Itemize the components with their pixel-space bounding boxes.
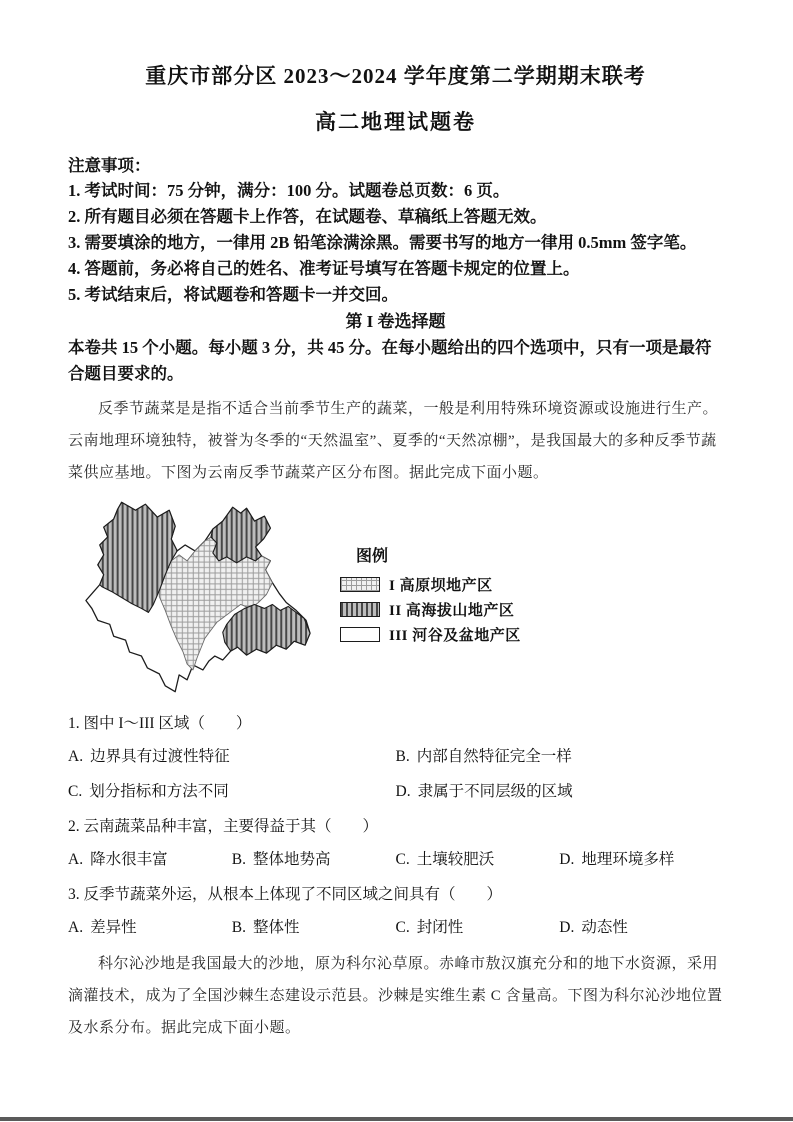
question-3-text: 反季节蔬菜外运，从根本上体现了不同区域之间具有（ ） [83, 886, 503, 903]
option-3C-text: 封闭性 [416, 919, 464, 936]
notice-heading: 注意事项： [68, 156, 151, 175]
option-2D-text: 地理环境多样 [581, 851, 675, 868]
reading-passage-2: 科尔沁沙地是我国最大的沙地，原为科尔沁草原。赤峰市敖汉旗充分和的地下水资源，采用滴灌技术，成为了全国沙棘生态建设示范县。沙棘是实维生素 C 含量高。下图为科尔沁沙地位置及水系分布。据此完成下面小题。 [68, 956, 723, 1036]
exam-title: 重庆市部分区 2023～2024 学年度第二学期期末联考 [145, 64, 646, 88]
option-1B [396, 745, 724, 769]
option-1D [396, 780, 724, 804]
legend-item-III [340, 624, 521, 645]
page-bottom-edge [0, 1117, 793, 1121]
option-3B-text: 整体性 [252, 919, 300, 936]
option-2B-text: 整体地势高 [252, 851, 331, 868]
notice-item-1: 1. 考试时间：75 分钟，满分：100 分。试题卷总页数：6 页。 [68, 181, 510, 200]
legend-item-I [340, 574, 521, 595]
option-2A-label: A. [68, 851, 84, 868]
option-2C [396, 848, 560, 872]
option-3D [559, 916, 723, 940]
vstripes-swatch-icon [340, 602, 380, 617]
section-intro: 本卷共 15 个小题。每小题 3 分，共 45 分。在每小题给出的四个选项中，只有一项是最符合题目要求的。 [68, 338, 712, 383]
option-3D-text: 动态性 [581, 919, 628, 936]
section-heading: 第 I 卷选择题 [345, 312, 446, 331]
legend-title: 图例 [356, 548, 389, 565]
legend-item-II [340, 599, 521, 620]
crosshatch-swatch-icon [340, 577, 380, 592]
option-1B-label: B. [395, 748, 410, 765]
option-3A [68, 916, 232, 940]
option-2B [232, 848, 396, 872]
option-3A-text: 差异性 [90, 919, 137, 936]
legend-label-III: III 河谷及盆地产区 [389, 628, 521, 644]
option-1A [68, 745, 396, 769]
question-2-number: 2. [68, 818, 80, 835]
question-3-stem [68, 880, 723, 910]
option-1A-label: A. [68, 748, 84, 765]
question-2-text: 云南蔬菜品种丰富，主要得益于其（ ） [83, 818, 379, 835]
option-2C-label: C. [395, 851, 410, 868]
exam-subtitle: 高二地理试题卷 [315, 110, 476, 134]
option-2B-label: B. [231, 851, 246, 868]
option-2D [559, 848, 723, 872]
option-2A-text: 降水很丰富 [90, 851, 168, 868]
option-1C-text: 划分指标和方法不同 [89, 783, 229, 800]
question-2-stem [68, 812, 723, 842]
question-1-stem [68, 709, 723, 739]
blank-swatch-icon [340, 627, 380, 642]
option-3A-label: A. [68, 919, 84, 936]
notice-item-4: 4. 答题前，务必将自己的姓名、准考证号填写在答题卡规定的位置上。 [68, 259, 580, 278]
legend-label-II: II 高海拔山地产区 [389, 603, 515, 619]
yunnan-map-figure [76, 499, 723, 705]
question-3-number: 3. [68, 886, 80, 903]
option-1B-text: 内部自然特征完全一样 [416, 748, 572, 765]
option-3C [396, 916, 560, 940]
notice-item-3: 3. 需要填涂的地方，一律用 2B 铅笔涂满涂黑。需要书写的地方一律用 0.5mm 签字笔。 [68, 233, 697, 252]
question-3-options [68, 916, 723, 940]
yunnan-province-map [76, 499, 314, 703]
option-3C-label: C. [395, 919, 410, 936]
question-1-text: 图中 I～III 区域（ ） [83, 715, 252, 732]
option-2D-label: D. [559, 851, 575, 868]
option-1C-label: C. [68, 783, 83, 800]
map-legend [340, 543, 521, 649]
reading-passage-1: 反季节蔬菜是是指不适合当前季节生产的蔬菜，一般是利用特殊环境资源或设施进行生产。云南地理环境独特，被誉为冬季的“天然温室”、夏季的“天然凉棚”，是我国最大的多种反季节蔬菜供应基地。下图为云南反季节蔬菜产区分布图。据此完成下面小题。 [68, 401, 719, 481]
option-1C [68, 780, 396, 804]
option-1D-text: 隶属于不同层级的区域 [417, 783, 573, 800]
question-2-options [68, 848, 723, 872]
option-3B [232, 916, 396, 940]
option-3B-label: B. [231, 919, 246, 936]
legend-label-I: I 高原坝地产区 [389, 578, 493, 594]
option-3D-label: D. [559, 919, 575, 936]
option-2C-text: 土壤较肥沃 [416, 851, 495, 868]
notice-item-5: 5. 考试结束后，将试题卷和答题卡一并交回。 [68, 285, 398, 304]
notice-item-2: 2. 所有题目必须在答题卡上作答，在试题卷、草稿纸上答题无效。 [68, 207, 547, 226]
option-1A-text: 边界具有过渡性特征 [90, 748, 230, 765]
question-1-number: 1. [68, 715, 80, 732]
option-2A [68, 848, 232, 872]
option-1D-label: D. [395, 783, 411, 800]
question-1-options [68, 745, 723, 804]
map-region-II-northeast [211, 507, 271, 563]
